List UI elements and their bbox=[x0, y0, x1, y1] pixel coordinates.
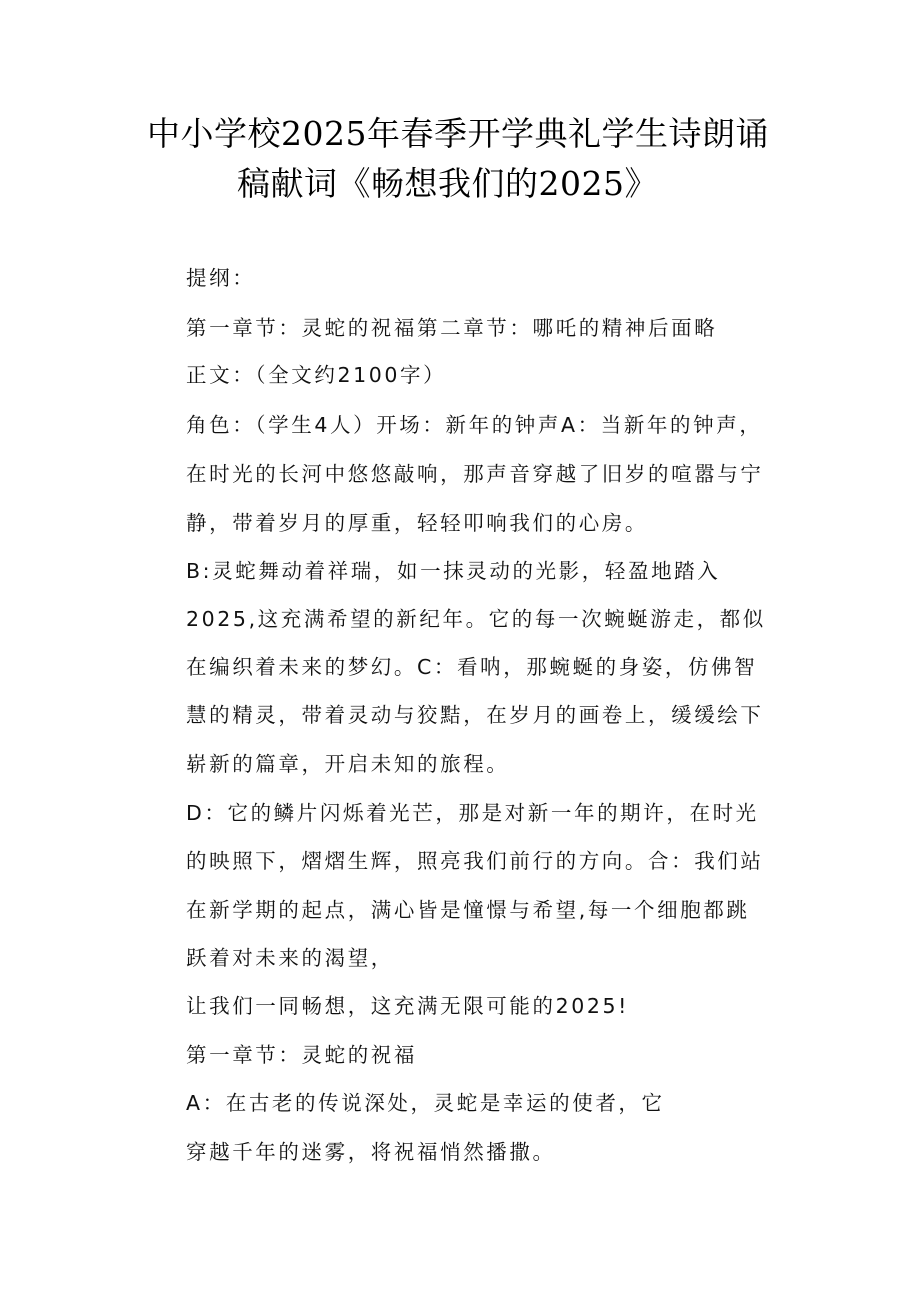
body-text-line: 跃着对未来的渴望， bbox=[186, 946, 394, 970]
body-text-line: 静，带着岁月的厚重，轻轻叩响我们的心房。 bbox=[186, 511, 648, 535]
body-text-line: 2025,这充满希望的新纪年。它的每一次蜿蜒游走，都似 bbox=[186, 607, 766, 631]
body-text-line: 在时光的长河中悠悠敲响，那声音穿越了旧岁的喧嚣与宁 bbox=[186, 462, 764, 486]
body-length-note: 正文：（全文约2100字） bbox=[186, 363, 447, 387]
document-title-line-1: 中小学校2025年春季开学典礼学生诗朗诵 bbox=[147, 114, 769, 153]
body-text-line: 慧的精灵，带着灵动与狡黠，在岁月的画卷上，缓缓绘下 bbox=[186, 703, 764, 727]
body-text-line: 崭新的篇章，开启未知的旅程。 bbox=[186, 752, 510, 776]
body-text-line: 在编织着未来的梦幻。C：看呐，那蜿蜒的身姿，仿佛智 bbox=[186, 655, 758, 679]
body-text-line: 的映照下，熠熠生辉，照亮我们前行的方向。合：我们站 bbox=[186, 849, 764, 873]
body-text-line: 穿越千年的迷雾，将祝福悄然播撒。 bbox=[186, 1140, 556, 1164]
body-text-line: 在新学期的起点，满心皆是憧憬与希望,每一个细胞都跳 bbox=[186, 898, 750, 922]
body-text-line: B:灵蛇舞动着祥瑞，如一抹灵动的光影，轻盈地踏入 bbox=[186, 559, 721, 583]
body-text-line: 角色：（学生4人）开场：新年的钟声A：当新年的钟声， bbox=[186, 413, 763, 437]
body-text-line: 让我们一同畅想，这充满无限可能的2025! bbox=[186, 994, 629, 1018]
outline-heading: 提纲： bbox=[186, 266, 256, 290]
body-text-line: D：它的鳞片闪烁着光芒，那是对新一年的期许，在时光 bbox=[186, 801, 759, 825]
chapter-heading: 第一章节：灵蛇的祝福 bbox=[186, 1043, 417, 1067]
outline-chapters: 第一章节：灵蛇的祝福第二章节：哪吒的精神后面略 bbox=[186, 316, 718, 340]
body-text-line: A：在古老的传说深处，灵蛇是幸运的使者，它 bbox=[186, 1091, 665, 1115]
document-title-line-2: 稿献词《畅想我们的2025》 bbox=[237, 164, 658, 203]
